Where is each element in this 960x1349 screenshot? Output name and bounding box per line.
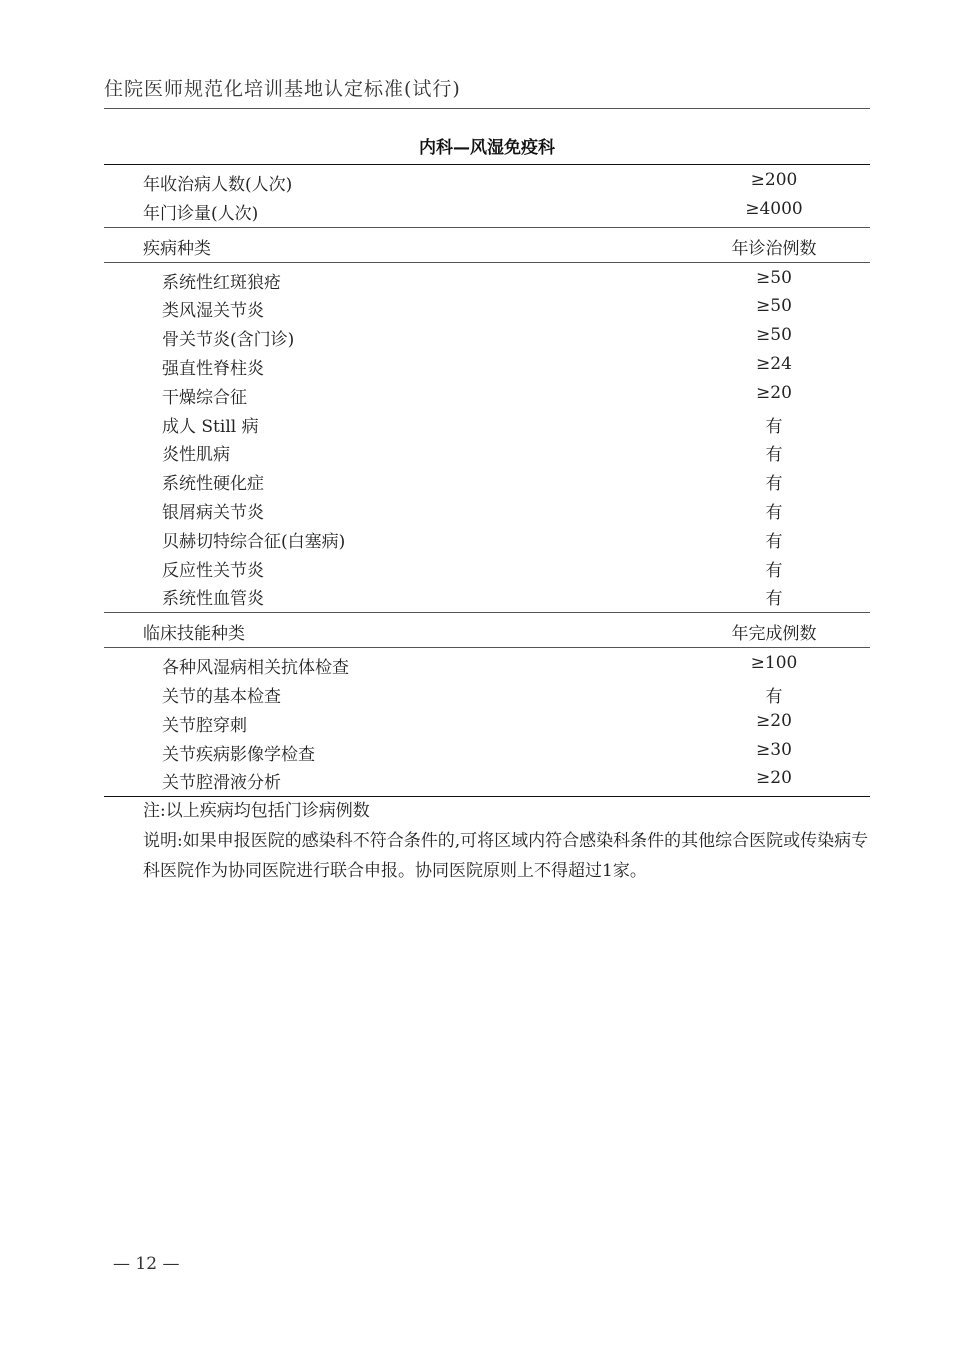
table-row [104,679,870,708]
row-value: ≥200 [750,170,798,190]
column-header-value: 年完成例数 [731,624,817,645]
standards-table [104,164,870,797]
table-row [104,650,870,679]
table-row [104,737,870,766]
row-label: 成人 Still 病 [162,416,259,437]
row-value: ≥4000 [745,198,803,219]
table-row [104,196,870,225]
row-label: 贝赫切特综合征(白塞病) [162,531,346,552]
skill-section [104,648,870,796]
row-value: ≥30 [756,739,792,760]
row-label: 年收治病人数(人次) [143,175,293,195]
explanation-paragraph: 说明:如果申报医院的感染科不符合条件的,可将区域内符合感染科条件的其他综合医院或传染病专科医院作为协同医院进行联合申报。协同医院原则上不得超过1家。 [143,831,869,881]
notes [104,796,870,886]
row-value: ≥20 [756,382,792,403]
table-row [104,380,870,409]
summary-section [104,165,870,227]
row-value: ≥50 [756,296,792,317]
row-label: 系统性红斑狼疮 [162,272,281,293]
table-row [104,167,870,196]
row-label: 骨关节炎(含门诊) [162,330,295,351]
row-label: 类风湿关节炎 [162,301,264,322]
table-title: 内科—风湿免疫科 [419,138,555,158]
table-row [104,322,870,351]
row-value: 有 [765,589,783,610]
table-row [104,581,870,610]
row-label: 反应性关节炎 [162,560,264,581]
row-label: 强直性脊柱炎 [162,358,264,379]
table-row [104,495,870,524]
table-row [104,765,870,794]
table-row [104,265,870,294]
column-header-label: 临床技能种类 [143,624,245,645]
row-label: 炎性肌病 [162,445,230,466]
row-value: 有 [765,445,783,466]
column-header-value: 年诊治例数 [731,238,817,259]
running-header: 住院医师规范化培训基地认定标准(试行) [104,78,461,100]
row-value: 有 [765,686,783,707]
table-note: 注:以上疾病均包括门诊病例数 [143,801,370,821]
row-label: 系统性血管炎 [162,589,264,610]
skill-section-header [104,613,870,647]
table-row [104,351,870,380]
header-rule [104,108,870,109]
row-value: ≥20 [756,768,792,789]
row-value: 有 [765,416,783,437]
row-value: ≥20 [756,710,792,731]
row-label: 各种风湿病相关抗体检查 [162,658,349,679]
row-label: 干燥综合征 [162,387,247,408]
row-value: ≥24 [756,353,792,374]
table-row [104,466,870,495]
row-value: 有 [765,474,783,495]
table-row [104,708,870,737]
row-label: 关节的基本检查 [162,686,281,707]
row-value: 有 [765,502,783,523]
row-value: ≥50 [756,267,792,288]
table-row [104,553,870,582]
disease-section [104,263,870,613]
row-value: 有 [765,560,783,581]
disease-section-header [104,228,870,262]
page-number: — 12 — [113,1254,180,1274]
row-value: ≥50 [756,325,792,346]
table-row [104,524,870,553]
table-row [104,293,870,322]
row-value: ≥100 [750,653,798,674]
row-label: 年门诊量(人次) [143,203,259,224]
row-label: 关节腔滑液分析 [162,773,281,794]
row-label: 关节腔穿刺 [162,715,247,736]
row-label: 银屑病关节炎 [162,502,264,523]
row-value: 有 [765,531,783,552]
column-header-label: 疾病种类 [143,238,211,259]
row-label: 系统性硬化症 [162,474,264,495]
table-row [104,409,870,438]
row-label: 关节疾病影像学检查 [162,744,315,765]
table-row [104,437,870,466]
